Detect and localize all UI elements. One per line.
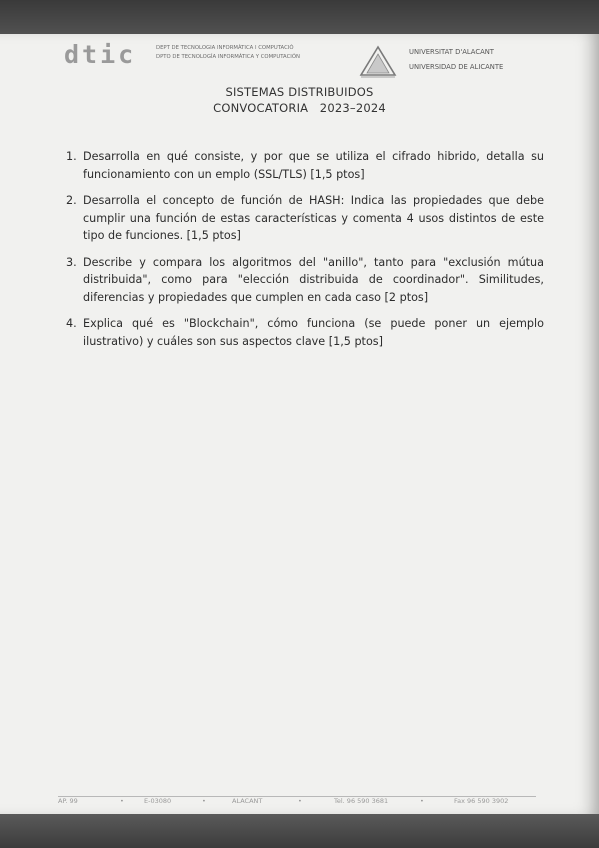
- university-name-spanish: UNIVERSIDAD DE ALICANTE: [409, 63, 504, 71]
- footer-postal-code: E-03080: [144, 797, 172, 805]
- question-number: 4.: [66, 317, 77, 330]
- dtic-logo: dtic: [64, 40, 137, 69]
- department-line-spanish: DPTO DE TECNOLOGÍA INFORMÁTICA Y COMPUTACIÓN: [156, 54, 300, 60]
- session-title: CONVOCATORIA 2023–2024: [213, 101, 386, 115]
- footer-separator: •: [298, 797, 302, 805]
- question-item: [64, 192, 544, 245]
- footer-fax: Fax 96 590 3902: [454, 797, 509, 805]
- exam-title-block: [0, 84, 599, 116]
- question-text: Explica qué es "Blockchain", cómo funciona (se puede poner un ejemplo ilustrativo) y cuáles son sus aspectos clave [1,5 ptos]: [83, 317, 544, 348]
- question-item: [64, 148, 544, 183]
- university-name-valencian: UNIVERSITAT D'ALACANT: [409, 48, 494, 56]
- question-number: 1.: [66, 150, 77, 163]
- university-logo-icon: [358, 44, 398, 80]
- question-list: [64, 148, 544, 359]
- scan-top-border: [0, 0, 599, 36]
- department-line-valencian: DEPT DE TECNOLOGIA INFORMÀTICA I COMPUTACIÓ: [156, 45, 294, 51]
- question-text: Desarrolla en qué consiste, y por que se utiliza el cifrado hibrido, detalla su funcionamiento con un emplo (SSL/TLS) [1,5 ptos]: [83, 150, 544, 181]
- footer-po-box: AP. 99: [58, 797, 78, 805]
- question-number: 3.: [66, 255, 77, 269]
- footer-separator: •: [202, 797, 206, 805]
- question-text: Desarrolla el concepto de función de HASH: Indica las propiedades que debe cumplir una función de estas características y comenta 4 usos distintos de este tipo de funciones. [1,5 ptos]: [83, 194, 544, 242]
- footer-phone: Tel. 96 590 3681: [334, 797, 389, 805]
- letterhead: [58, 40, 558, 80]
- scan-bottom-border: [0, 814, 599, 848]
- question-item: [64, 315, 544, 350]
- footer-separator: •: [120, 797, 124, 805]
- footer-city: ALACANT: [232, 797, 263, 805]
- address-footer: [58, 796, 536, 807]
- question-item: [64, 254, 544, 307]
- question-number: 2.: [66, 194, 77, 207]
- question-text: Describe y compara los algoritmos del "anillo", tanto para "exclusión mútua distribuida", como para "elección distribuida de coordinador". Similitudes, diferencias y propiedades que cumplen en cada caso [2 ptos]: [83, 255, 544, 304]
- subject-title: SISTEMAS DISTRIBUIDOS: [225, 85, 374, 99]
- department-name: [156, 44, 300, 62]
- university-name: [409, 45, 503, 75]
- footer-separator: •: [420, 797, 424, 805]
